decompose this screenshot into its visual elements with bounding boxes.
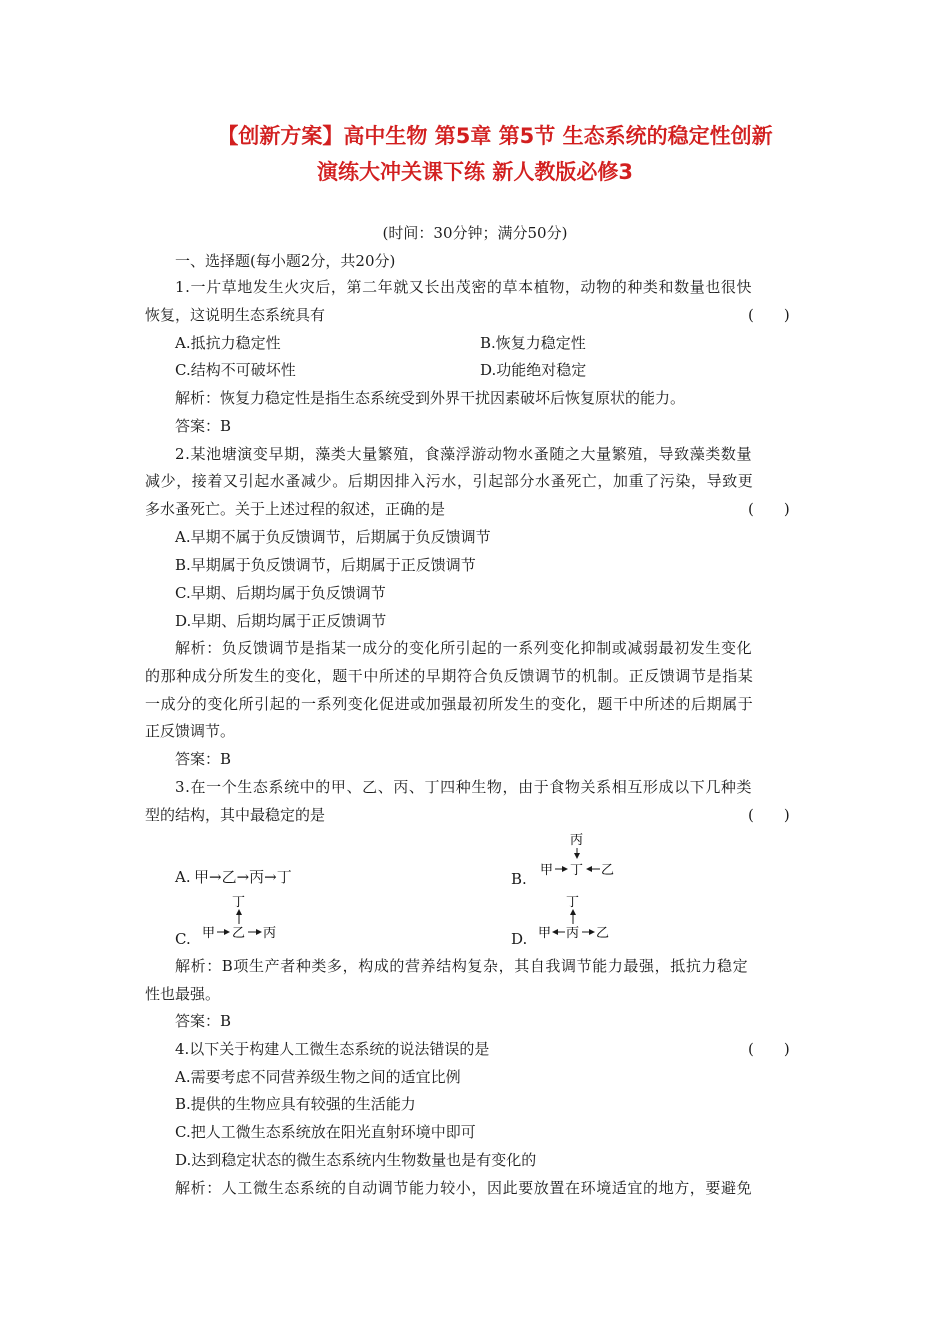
q3-answer: 答案：B: [175, 1012, 232, 1030]
q1-option-c: C.结构不可破坏性: [175, 361, 296, 379]
section-heading: 一、选择题(每小题2分，共20分): [175, 252, 396, 270]
document-title-line2: 演练大冲关课下练 新人教版必修3: [317, 160, 633, 184]
q2-analysis-line3: 一成分的变化所引起的一系列变化促进或加强最初所发生的变化，题干中所述的后期属于: [145, 695, 754, 713]
q2-analysis-line4: 正反馈调节。: [145, 722, 236, 740]
q3-c-node-ding: 丁: [232, 895, 246, 910]
q2-stem-line3: 多水蚤死亡。关于上述过程的叙述，正确的是: [145, 500, 446, 518]
q2-answer: 答案：B: [175, 750, 232, 768]
q4-option-a: A.需要考虑不同营养级生物之间的适宜比例: [175, 1068, 461, 1086]
q1-answer: 答案：B: [175, 417, 232, 435]
q3-d-node-jia: 甲: [538, 926, 552, 941]
q3-analysis-line2: 性也最强。: [145, 985, 221, 1003]
q4-option-b: B.提供的生物应具有较强的生活能力: [175, 1095, 416, 1113]
q3-option-a-chain: 甲→乙→丙→丁: [194, 868, 292, 886]
q4-option-c: C.把人工微生态系统放在阳光直射环境中即可: [175, 1123, 476, 1141]
q1-option-a: A.抵抗力稳定性: [175, 334, 281, 352]
q3-option-b-label: B.: [511, 870, 527, 888]
q2-analysis-line1: 解析：负反馈调节是指某一成分的变化所引起的一系列变化抑制或减弱最初发生变化: [175, 639, 753, 657]
q2-option-d: D.早期、后期均属于正反馈调节: [175, 612, 387, 630]
q3-answer-blank: ( ): [748, 806, 790, 824]
q1-option-b: B.恢复力稳定性: [480, 334, 586, 352]
q3-d-node-ding: 丁: [566, 895, 580, 910]
q3-option-d-label: D.: [511, 930, 528, 948]
q3-option-c-label: C.: [175, 930, 191, 948]
q3-option-a-label: A.: [175, 868, 191, 886]
document-title-line1: 【创新方案】高中生物 第5章 第5节 生态系统的稳定性创新: [217, 124, 773, 148]
q2-option-a: A.早期不属于负反馈调节，后期属于负反馈调节: [175, 528, 491, 546]
q1-analysis: 解析：恢复力稳定性是指生态系统受到外界干扰因素破坏后恢复原状的能力。: [175, 389, 686, 407]
q3-option-d-foodweb: [536, 890, 626, 946]
q2-stem-line1: 2.某池塘演变早期，藻类大量繁殖，食藻浮游动物水蚤随之大量繁殖，导致藻类数量: [175, 445, 753, 463]
q2-analysis-line2: 的那种成分所发生的变化，题干中所述的早期符合负反馈调节的机制。正反馈调节是指某: [145, 667, 754, 685]
q3-b-node-bing: 丙: [570, 833, 584, 848]
q3-b-node-jia: 甲: [540, 863, 554, 878]
q3-d-node-yi: 乙: [596, 926, 610, 941]
q1-answer-blank: ( ): [748, 306, 790, 324]
q3-b-node-yi: 乙: [601, 863, 615, 878]
q3-c-node-bing: 丙: [263, 926, 277, 941]
q4-stem: 4.以下关于构建人工微生态系统的说法错误的是: [175, 1040, 490, 1058]
q4-answer-blank: ( ): [748, 1040, 790, 1058]
q3-option-c-foodweb: [198, 890, 288, 946]
q3-option-b-foodweb: [536, 828, 626, 886]
q2-option-b: B.早期属于负反馈调节，后期属于正反馈调节: [175, 556, 476, 574]
q4-option-d: D.达到稳定状态的微生态系统内生物数量也是有变化的: [175, 1151, 537, 1169]
q3-b-node-ding: 丁: [570, 863, 584, 878]
q2-stem-line2: 减少，接着又引起水蚤减少。后期因排入污水，引起部分水蚤死亡，加重了污染，导致更: [145, 472, 754, 490]
q1-stem-line2: 恢复，这说明生态系统具有: [145, 306, 326, 324]
q3-stem-line1: 3.在一个生态系统中的甲、乙、丙、丁四种生物，由于食物关系相互形成以下几种类: [175, 778, 753, 796]
q1-option-d: D.功能绝对稳定: [480, 361, 587, 379]
q1-stem-line1: 1.一片草地发生火灾后，第二年就又长出茂密的草本植物，动物的种类和数量也很快: [175, 278, 753, 296]
time-score-info: (时间：30分钟；满分50分): [382, 224, 568, 242]
q2-option-c: C.早期、后期均属于负反馈调节: [175, 584, 386, 602]
q3-c-node-jia: 甲: [202, 926, 216, 941]
q3-c-node-yi: 乙: [232, 926, 246, 941]
q2-answer-blank: ( ): [748, 500, 790, 518]
q4-analysis-line1: 解析：人工微生态系统的自动调节能力较小，因此要放置在环境适宜的地方，要避免: [175, 1179, 753, 1197]
q3-d-node-bing: 丙: [566, 926, 580, 941]
q3-stem-line2: 型的结构，其中最稳定的是: [145, 806, 326, 824]
q3-analysis-line1: 解析：B项生产者种类多，构成的营养结构复杂，其自我调节能力最强，抵抗力稳定: [175, 957, 749, 975]
